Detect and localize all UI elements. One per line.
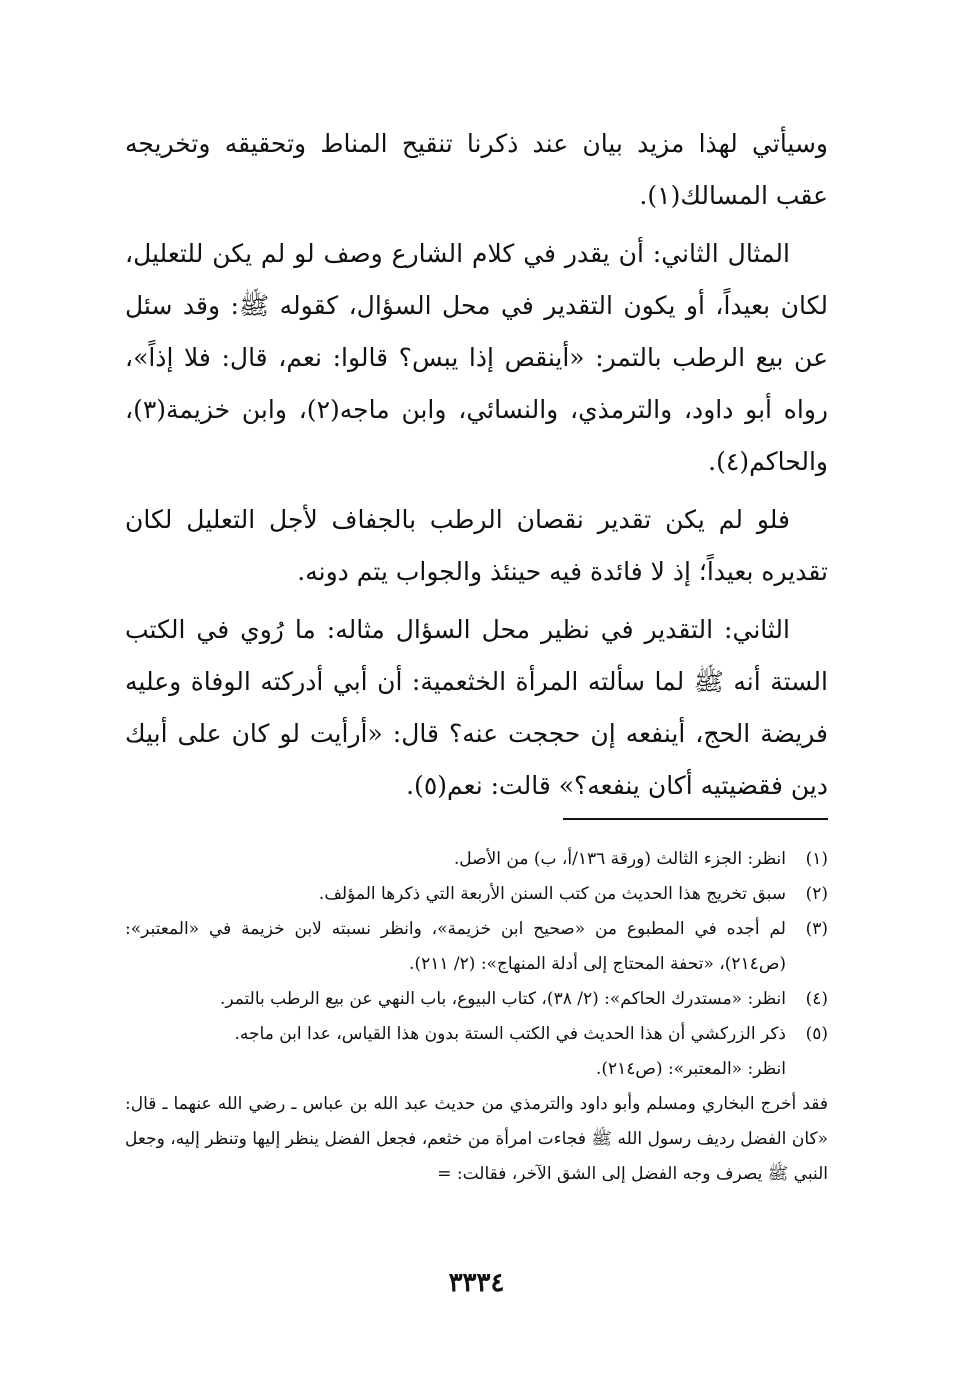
footnote-2 xyxy=(125,877,828,912)
footnote-text: سبق تخريج هذا الحديث من كتب السنن الأربعة التي ذكرها المؤلف. xyxy=(318,884,786,904)
footnote-text: لم أجده في المطبوع من «صحيح ابن خزيمة»، وانظر نسبته لابن خزيمة في «المعتبر»: (ص٢١٤)، «تحفة المحتاج إلى أدلة المنهاج»: (٢/ ٢١١). xyxy=(125,919,786,974)
footnote-text: ذكر الزركشي أن هذا الحديث في الكتب الستة بدون هذا القياس، عدا ابن ماجه. xyxy=(234,1024,786,1044)
page-number: ٣٣٣٤ xyxy=(448,1268,505,1298)
paragraph-4: الثاني: التقدير في نظير محل السؤال مثاله: ما رُوي في الكتب الستة أنه ﷺ لما سألته المرأة الخثعمية: أن أبي أدركته الوفاة وعليه فريضة الحج، أينفعه إن حججت عنه؟ قال: «أرأيت لو كان على أبيك دين فقضيتيه أكان ينفعه؟» قالت: نعم(٥). xyxy=(125,615,829,800)
footnote-5 xyxy=(125,1017,828,1052)
footnote-number: (٢) xyxy=(805,884,828,904)
footnote-text: انظر: «مستدرك الحاكم»: (٢/ ٣٨)، كتاب البيوع، باب النهي عن بيع الرطب بالتمر. xyxy=(219,989,786,1009)
footnote-number: (٥) xyxy=(805,1024,828,1044)
footnote-number: (٤) xyxy=(805,989,828,1009)
paragraph-1: وسيأتي لهذا مزيد بيان عند ذكرنا تنقيح المناط وتحقيقه وتخريجه عقب المسالك(١). xyxy=(125,129,828,210)
paragraph-3: فلو لم يكن تقدير نقصان الرطب بالجفاف لأجل التعليل لكان تقديره بعيداً؛ إذ لا فائدة فيه حينئذ والجواب يتم دونه. xyxy=(125,505,828,586)
footnote-number: (٣) xyxy=(805,919,828,939)
footnote-5-extra: فقد أخرج البخاري ومسلم وأبو داود والترمذي من حديث عبد الله بن عباس ـ رضي الله عنهما ـ قال: «كان الفضل رديف رسول الله ﷺ فجاءت امرأة من خثعم، فجعل الفضل ينظر إليها وتنظر إليه، وجعل النبي ﷺ يصرف وجه الفضل إلى الشق الآخر، فقالت: = xyxy=(125,1094,828,1184)
footnotes-block xyxy=(125,842,828,1192)
footnote-5-continuation: انظر: «المعتبر»: (ص٢١٤). xyxy=(595,1059,786,1079)
footnote-4 xyxy=(125,982,828,1017)
paragraph-2: المثال الثاني: أن يقدر في كلام الشارع وصف لو لم يكن للتعليل، لكان بعيداً، أو يكون التقدير في محل السؤال، كقوله ﷺ: وقد سئل عن بيع الرطب بالتمر: «أينقص إذا يبس؟ قالوا: نعم، قال: فلا إذاً»، رواه أبو داود، والترمذي، والنسائي، وابن ماجه(٢)، وابن خزيمة(٣)، والحاكم(٤). xyxy=(125,239,828,476)
footnote-1 xyxy=(125,842,828,877)
footnote-divider xyxy=(563,818,828,820)
footnote-number: (١) xyxy=(805,849,828,869)
main-text-block xyxy=(125,118,828,818)
footnote-3 xyxy=(125,912,828,982)
footnote-text: انظر: الجزء الثالث (ورقة ١٣٦/أ، ب) من الأصل. xyxy=(453,849,786,869)
